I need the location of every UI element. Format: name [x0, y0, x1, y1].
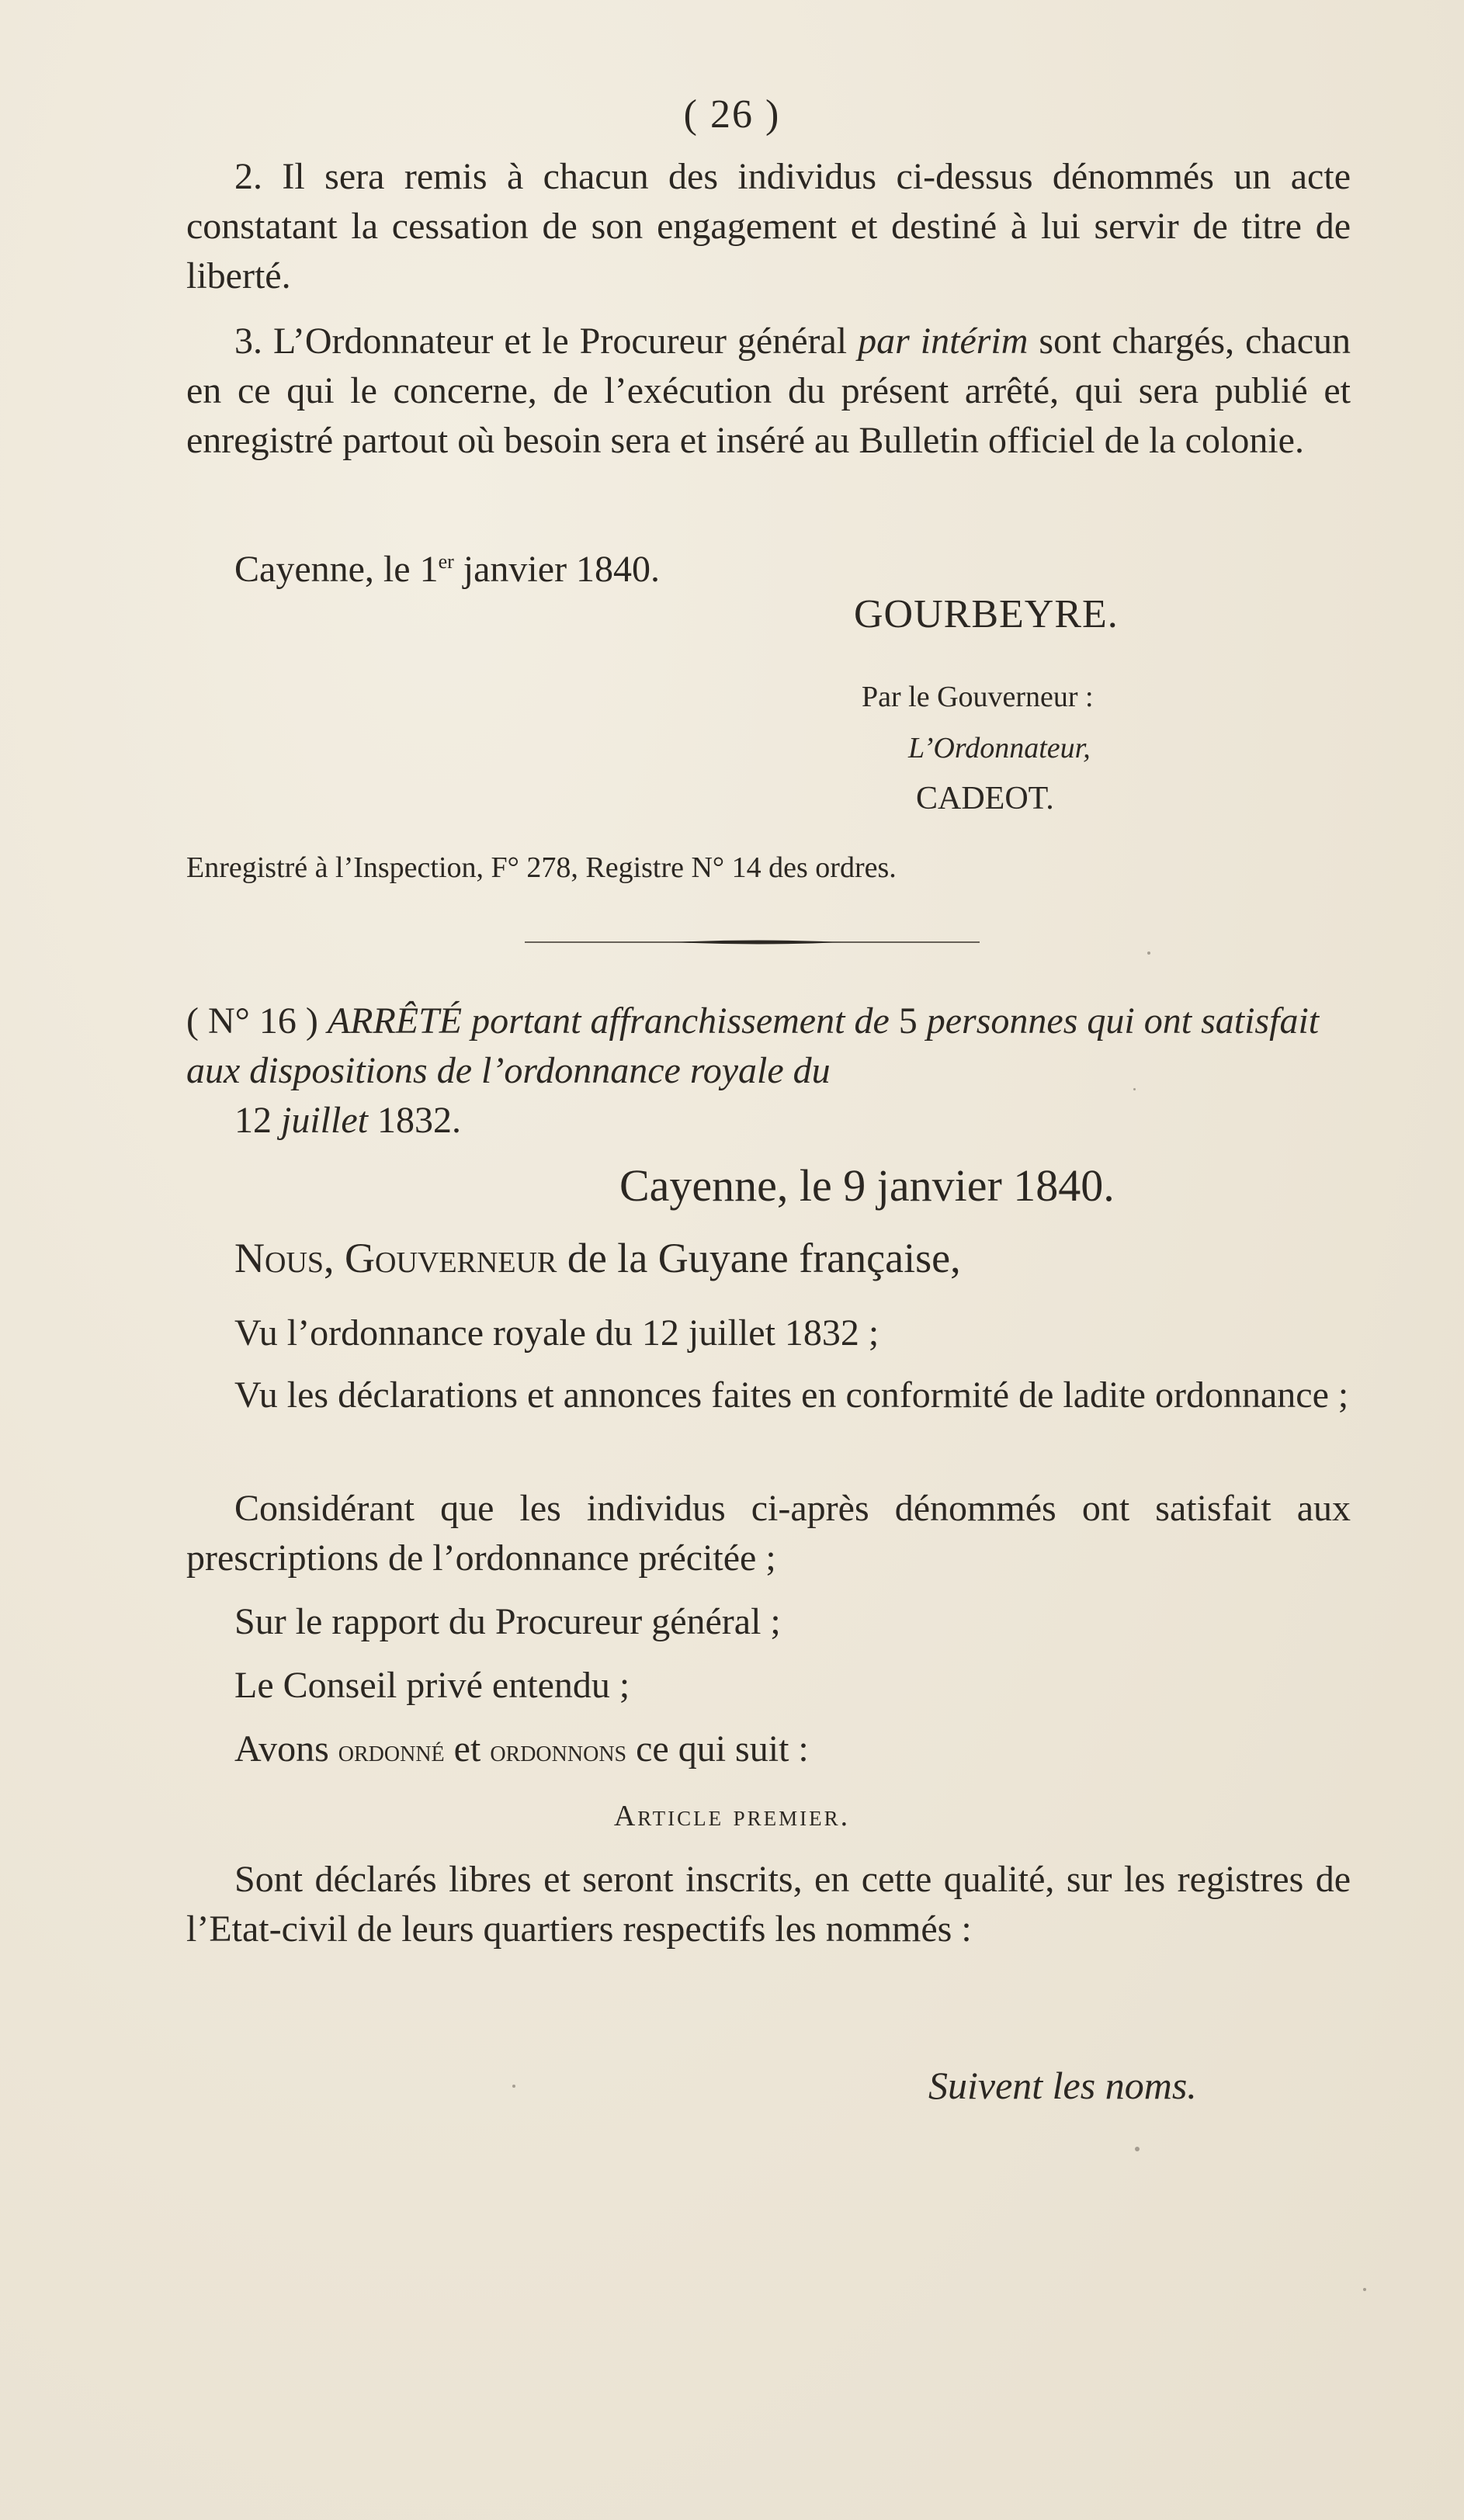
countersignatory-name: CADEOT. — [916, 781, 1054, 816]
decree-number: ( N° 16 ) — [186, 1000, 328, 1042]
article-3-italic: par intérim — [858, 321, 1029, 362]
nous-word: Nous — [234, 1235, 324, 1281]
paper-speck — [1135, 2147, 1140, 2151]
decree-title-year: 1832. — [367, 1100, 461, 1141]
decree-title-part1: ARRÊTÉ portant affranchissement de — [327, 1000, 899, 1042]
avons-ordonne — [186, 1724, 1351, 1776]
avons-5: ce qui suit : — [626, 1728, 809, 1770]
avons-3: et — [444, 1728, 491, 1770]
closing-date-sup: er — [438, 550, 454, 573]
article-3-end: sont chargés, chacun en ce qui le concerne, de l’exécution du présent arrêté, qui sera publié et enregistré partout où besoin sera et inséré au Bulletin officiel de la colonie. — [186, 321, 1351, 461]
vu-ordonnance-text: Vu l’ordonnance royale du 12 juillet 1832 ; — [234, 1312, 879, 1354]
decree-title-part2: personnes qui ont satisfait aux dispositions de l’ordonnance royale du — [186, 1000, 1320, 1091]
section-divider — [525, 939, 980, 945]
paper-speck — [1363, 2288, 1366, 2291]
avons-ordonnons-word: ordonnons — [490, 1733, 627, 1768]
vu-declarations — [186, 1371, 1351, 1420]
closing-date-end: janvier 1840. — [453, 549, 661, 590]
paper-speck — [1147, 951, 1150, 955]
article-3-paragraph — [186, 317, 1351, 466]
sur-le-rapport — [186, 1597, 1351, 1647]
article-2-text: 2. Il sera remis à chacun des individus ci-dessus dénommés un acte constatant la cessation de son engagement et destiné à lui servir de titre de liberté. — [186, 156, 1351, 296]
avons-ordonne-word: ordonné — [338, 1733, 445, 1768]
article-3-text — [186, 317, 1351, 466]
decree-preamble-nous: Nous, Gouverneur de la Guyane française, — [234, 1235, 961, 1281]
decree-dateline: Cayenne, le 9 janvier 1840. — [619, 1160, 1115, 1211]
sur-le-rapport-text: Sur le rapport du Procureur général ; — [234, 1601, 781, 1642]
article-premier-paragraph — [186, 1855, 1351, 1954]
considerant — [186, 1484, 1351, 1583]
paper-speck — [512, 2085, 515, 2088]
article-premier-heading: Article premier. — [613, 1800, 851, 1832]
article-2-paragraph — [186, 152, 1351, 301]
signatory-ordonnateur: L’Ordonnateur, — [908, 732, 1091, 764]
signatory-by-governor: Par le Gouverneur : — [862, 681, 1094, 713]
vu-declarations-text: Vu les déclarations et annonces faites en conformité de ladite ordonnance ; — [234, 1374, 1349, 1416]
conseil-prive-text: Le Conseil privé entendu ; — [234, 1665, 630, 1706]
suivent-les-noms: Suivent les noms. — [928, 2064, 1197, 2107]
conseil-prive — [186, 1661, 1351, 1711]
closing-date — [186, 537, 1351, 594]
gouverneur-word: Gouverneur — [345, 1235, 557, 1281]
page-number: ( 26 ) — [683, 92, 781, 137]
decree-title-day: 12 — [234, 1100, 281, 1141]
paper-speck — [1133, 1088, 1136, 1090]
vu-ordonnance — [186, 1309, 1351, 1358]
registry-note: Enregistré à l’Inspection, F° 278, Registre N° 14 des ordres. — [186, 851, 897, 884]
nous-rest: de la Guyane française, — [557, 1235, 961, 1281]
signatory-name: GOURBEYRE. — [854, 592, 1119, 636]
considerant-text: Considérant que les individus ci-après dénommés ont satisfait aux prescriptions de l’ordonnance précitée ; — [186, 1488, 1351, 1579]
article-premier-text: Sont déclarés libres et seront inscrits, en cette qualité, sur les registres de l’Etat-civil de leurs quartiers respectifs les nommés : — [186, 1859, 1351, 1950]
article-3-start: 3. L’Ordonnateur et le Procureur général — [234, 321, 859, 362]
avons-1: Avons — [234, 1728, 338, 1770]
closing-date-start: Cayenne, le 1 — [234, 549, 439, 590]
decree-title-count: 5 — [898, 1000, 918, 1042]
decree-title-month: juillet — [281, 1100, 368, 1141]
decree-title — [186, 997, 1351, 1146]
